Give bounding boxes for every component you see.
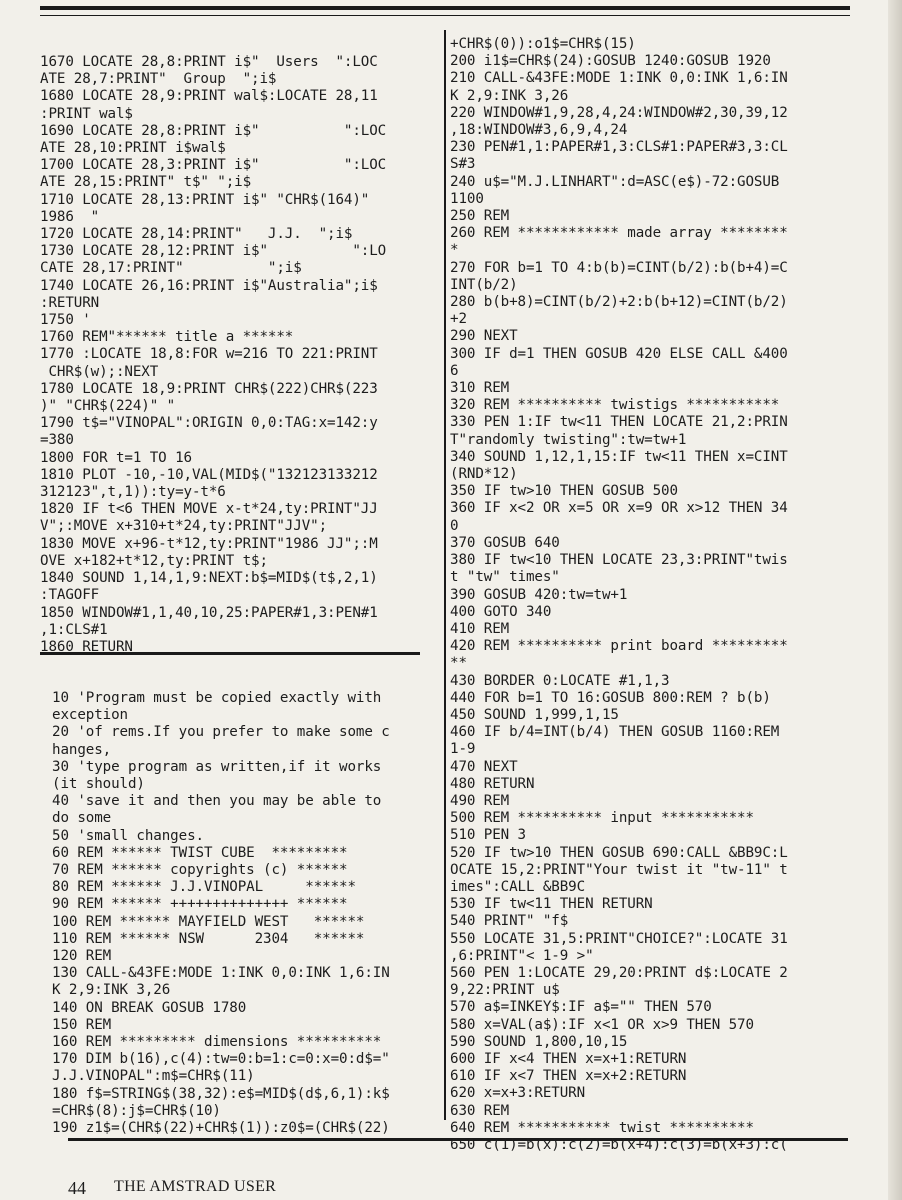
code-line: 600 IF x<4 THEN x=x+1:RETURN	[450, 1050, 687, 1067]
code-line: 410 REM	[450, 620, 510, 637]
code-line: 1800 FOR t=1 TO 16	[40, 449, 192, 466]
code-line: 190 z1$=(CHR$(22)+CHR$(1)):z0$=(CHR$(22)	[52, 1120, 390, 1137]
code-line: 50 'small changes.	[52, 827, 204, 844]
code-line: t "tw" times"	[450, 569, 560, 586]
code-line: 290 NEXT	[450, 328, 518, 345]
code-line: 312123",t,1)):ty=y-t*6	[40, 484, 226, 501]
code-line: 1730 LOCATE 28,12:PRINT i$" ":LO	[40, 243, 387, 260]
code-line: 60 REM ****** TWIST CUBE *********	[52, 844, 348, 861]
code-line: 230 PEN#1,1:PAPER#1,3:CLS#1:PAPER#3,3:CL	[450, 139, 788, 156]
code-line: 90 REM ****** ++++++++++++++ ******	[52, 896, 348, 913]
code-line: 240 u$="M.J.LINHART":d=ASC(e$)-72:GOSUB	[450, 173, 780, 190]
code-line: *	[450, 242, 459, 259]
code-line: 1770 :LOCATE 18,8:FOR w=216 TO 221:PRINT	[40, 346, 378, 363]
code-line: 1790 t$="VINOPAL":ORIGIN 0,0:TAG:x=142:y	[40, 415, 378, 432]
code-line: 270 FOR b=1 TO 4:b(b)=CINT(b/2):b(b+4)=C	[450, 259, 788, 276]
code-line: 1780 LOCATE 18,9:PRINT CHR$(222)CHR$(223	[40, 380, 378, 397]
code-line: 630 REM	[450, 1102, 510, 1119]
code-line: imes":CALL &BB9C	[450, 878, 586, 895]
code-line: 180 f$=STRING$(38,32):e$=MID$(d$,6,1):k$	[52, 1085, 390, 1102]
code-line: 1670 LOCATE 28,8:PRINT i$" Users ":LOC	[40, 54, 378, 70]
code-line: 1850 WINDOW#1,1,40,10,25:PAPER#1,3:PEN#1	[40, 604, 378, 621]
code-line: (RND*12)	[450, 466, 518, 483]
code-line: 160 REM ********* dimensions **********	[52, 1034, 382, 1051]
code-line: 1750 '	[40, 312, 91, 329]
code-line: **	[450, 655, 467, 672]
code-line: (it should)	[52, 776, 145, 793]
code-line: :TAGOFF	[40, 587, 100, 604]
code-line: 250 REM	[450, 208, 510, 225]
code-line: 9,22:PRINT u$	[450, 982, 560, 999]
code-line: 140 ON BREAK GOSUB 1780	[52, 999, 247, 1016]
code-line: 530 IF tw<11 THEN RETURN	[450, 896, 653, 913]
code-line: 1830 MOVE x+96-t*12,ty:PRINT"1986 JJ";:M	[40, 535, 378, 552]
code-line: 500 REM ********** input ***********	[450, 810, 754, 827]
code-line: OVE x+182+t*12,ty:PRINT t$;	[40, 552, 268, 569]
code-line: :RETURN	[40, 294, 100, 311]
code-line: 490 REM	[450, 792, 510, 809]
code-line: 340 SOUND 1,12,1,15:IF tw<11 THEN x=CINT	[450, 448, 788, 465]
code-line: 150 REM	[52, 1016, 112, 1033]
code-line: 1-9	[450, 741, 476, 758]
code-line: 210 CALL-&43FE:MODE 1:INK 0,0:INK 1,6:IN	[450, 70, 788, 87]
code-line: 430 BORDER 0:LOCATE #1,1,3	[450, 672, 670, 689]
code-line: )" "CHR$(224)" "	[40, 398, 176, 415]
code-listing-right	[450, 36, 788, 1154]
code-line: 560 PEN 1:LOCATE 29,20:PRINT d$:LOCATE 2	[450, 964, 788, 981]
top-rule	[40, 6, 850, 10]
code-line: +CHR$(0)):o1$=CHR$(15)	[450, 36, 636, 52]
code-line: CHR$(w);:NEXT	[40, 363, 159, 380]
code-line: 360 IF x<2 OR x=5 OR x=9 OR x>12 THEN 34	[450, 500, 788, 517]
code-line: 130 CALL-&43FE:MODE 1:INK 0,0:INK 1,6:IN	[52, 965, 390, 982]
code-line: 620 x=x+3:RETURN	[450, 1085, 586, 1102]
code-line: INT(b/2)	[450, 276, 518, 293]
code-line: 440 FOR b=1 TO 16:GOSUB 800:REM ? b(b)	[450, 689, 771, 706]
code-line: 610 IF x<7 THEN x=x+2:RETURN	[450, 1068, 687, 1085]
page-number: 44	[68, 1178, 86, 1198]
code-line: 1710 LOCATE 28,13:PRINT i$" "CHR$(164)"	[40, 191, 370, 208]
code-line: 1760 REM"****** title a ******	[40, 329, 294, 346]
code-line: 480 RETURN	[450, 775, 535, 792]
code-line: 650 c(1)=b(x):c(2)=b(x+4):c(3)=b(x+3):c(	[450, 1137, 788, 1153]
code-line: ,18:WINDOW#3,6,9,4,24	[450, 122, 628, 139]
code-line: 80 REM ****** J.J.VINOPAL ******	[52, 879, 356, 896]
code-line: J.J.VINOPAL":m$=CHR$(11)	[52, 1068, 255, 1085]
code-line: 1100	[450, 190, 484, 207]
code-line: V";:MOVE x+310+t*24,ty:PRINT"JJV";	[40, 518, 328, 535]
code-line: 1986 "	[40, 208, 100, 225]
page-edge	[888, 0, 902, 1200]
code-line: 110 REM ****** NSW 2304 ******	[52, 930, 365, 947]
code-line: ,6:PRINT"< 1-9 >"	[450, 947, 594, 964]
code-line: 260 REM ************ made array ********	[450, 225, 788, 242]
code-line: 1740 LOCATE 26,16:PRINT i$"Australia";i$	[40, 277, 378, 294]
code-line: 370 GOSUB 640	[450, 534, 560, 551]
code-line: 0	[450, 517, 459, 534]
code-line: ,1:CLS#1	[40, 621, 108, 638]
code-line: 40 'save it and then you may be able to	[52, 793, 382, 810]
code-line: K 2,9:INK 3,26	[450, 87, 569, 104]
code-line: 1720 LOCATE 28,14:PRINT" J.J. ";i$	[40, 226, 353, 243]
code-line: 470 NEXT	[450, 758, 518, 775]
code-line: 10 'Program must be copied exactly with	[52, 690, 382, 706]
code-line: 520 IF tw>10 THEN GOSUB 690:CALL &BB9C:L	[450, 844, 788, 861]
code-line: 100 REM ****** MAYFIELD WEST ******	[52, 913, 365, 930]
code-listing-left-top	[40, 54, 386, 656]
code-line: T"randomly twisting":tw=tw+1	[450, 431, 687, 448]
code-line: ATE 28,15:PRINT" t$" ";i$	[40, 174, 252, 191]
code-line: K 2,9:INK 3,26	[52, 982, 171, 999]
code-line: 170 DIM b(16),c(4):tw=0:b=1:c=0:x=0:d$="	[52, 1051, 390, 1068]
code-line: 1820 IF t<6 THEN MOVE x-t*24,ty:PRINT"JJ	[40, 501, 378, 518]
code-line: 460 IF b/4=INT(b/4) THEN GOSUB 1160:REM	[450, 724, 780, 741]
code-line: 1860 RETURN	[40, 638, 133, 655]
code-line: 300 IF d=1 THEN GOSUB 420 ELSE CALL &400	[450, 345, 788, 362]
code-line: 220 WINDOW#1,9,28,4,24:WINDOW#2,30,39,12	[450, 104, 788, 121]
code-line: do some	[52, 810, 112, 827]
code-line: hanges,	[52, 741, 112, 758]
code-line: 580 x=VAL(a$):IF x<1 OR x>9 THEN 570	[450, 1016, 754, 1033]
code-line: 320 REM ********** twistigs ***********	[450, 397, 780, 414]
code-line: ATE 28,7:PRINT" Group ";i$	[40, 71, 277, 88]
code-line: 1690 LOCATE 28,8:PRINT i$" ":LOC	[40, 122, 387, 139]
code-line: =380	[40, 432, 74, 449]
code-line: 450 SOUND 1,999,1,15	[450, 706, 619, 723]
code-line: 510 PEN 3	[450, 827, 526, 844]
code-line: 400 GOTO 340	[450, 603, 552, 620]
column-divider	[444, 30, 446, 1120]
top-rule-thin	[40, 15, 850, 16]
code-line: 570 a$=INKEY$:IF a$="" THEN 570	[450, 999, 712, 1016]
code-line: CATE 28,17:PRINT" ";i$	[40, 260, 302, 277]
code-line: ATE 28,10:PRINT i$wal$	[40, 140, 226, 157]
code-line: 200 i1$=CHR$(24):GOSUB 1240:GOSUB 1920	[450, 53, 771, 70]
code-line: 330 PEN 1:IF tw<11 THEN LOCATE 21,2:PRIN	[450, 414, 788, 431]
code-line: 310 REM	[450, 380, 510, 397]
code-line: 1700 LOCATE 28,3:PRINT i$" ":LOC	[40, 157, 387, 174]
code-line: 70 REM ****** copyrights (c) ******	[52, 862, 348, 879]
code-line: 590 SOUND 1,800,10,15	[450, 1033, 628, 1050]
code-line: 550 LOCATE 31,5:PRINT"CHOICE?":LOCATE 31	[450, 930, 788, 947]
code-line: 420 REM ********** print board *********	[450, 638, 788, 655]
code-line: 1810 PLOT -10,-10,VAL(MID$("132123133212	[40, 466, 378, 483]
magazine-title: THE AMSTRAD USER	[114, 1178, 277, 1195]
code-line: 350 IF tw>10 THEN GOSUB 500	[450, 483, 678, 500]
code-line: exception	[52, 707, 128, 724]
code-line: 120 REM	[52, 948, 112, 965]
code-line: S#3	[450, 156, 476, 173]
code-line: :PRINT wal$	[40, 105, 133, 122]
code-line: 540 PRINT" "f$	[450, 913, 569, 930]
code-line: +2	[450, 311, 467, 328]
code-line: OCATE 15,2:PRINT"Your twist it "tw-11" t	[450, 861, 788, 878]
code-line: 380 IF tw<10 THEN LOCATE 23,3:PRINT"twis	[450, 552, 788, 569]
code-line: 640 REM *********** twist **********	[450, 1119, 754, 1136]
code-line: 30 'type program as written,if it works	[52, 758, 382, 775]
code-line: 1680 LOCATE 28,9:PRINT wal$:LOCATE 28,11	[40, 88, 378, 105]
code-line: 20 'of rems.If you prefer to make some c	[52, 724, 390, 741]
code-line: =CHR$(8):j$=CHR$(10)	[52, 1102, 221, 1119]
code-listing-left-bottom	[52, 690, 390, 1137]
code-line: 6	[450, 362, 459, 379]
code-line: 390 GOSUB 420:tw=tw+1	[450, 586, 628, 603]
code-line: 1840 SOUND 1,14,1,9:NEXT:b$=MID$(t$,2,1)	[40, 570, 378, 587]
code-line: 280 b(b+8)=CINT(b/2)+2:b(b+12)=CINT(b/2)	[450, 294, 788, 311]
